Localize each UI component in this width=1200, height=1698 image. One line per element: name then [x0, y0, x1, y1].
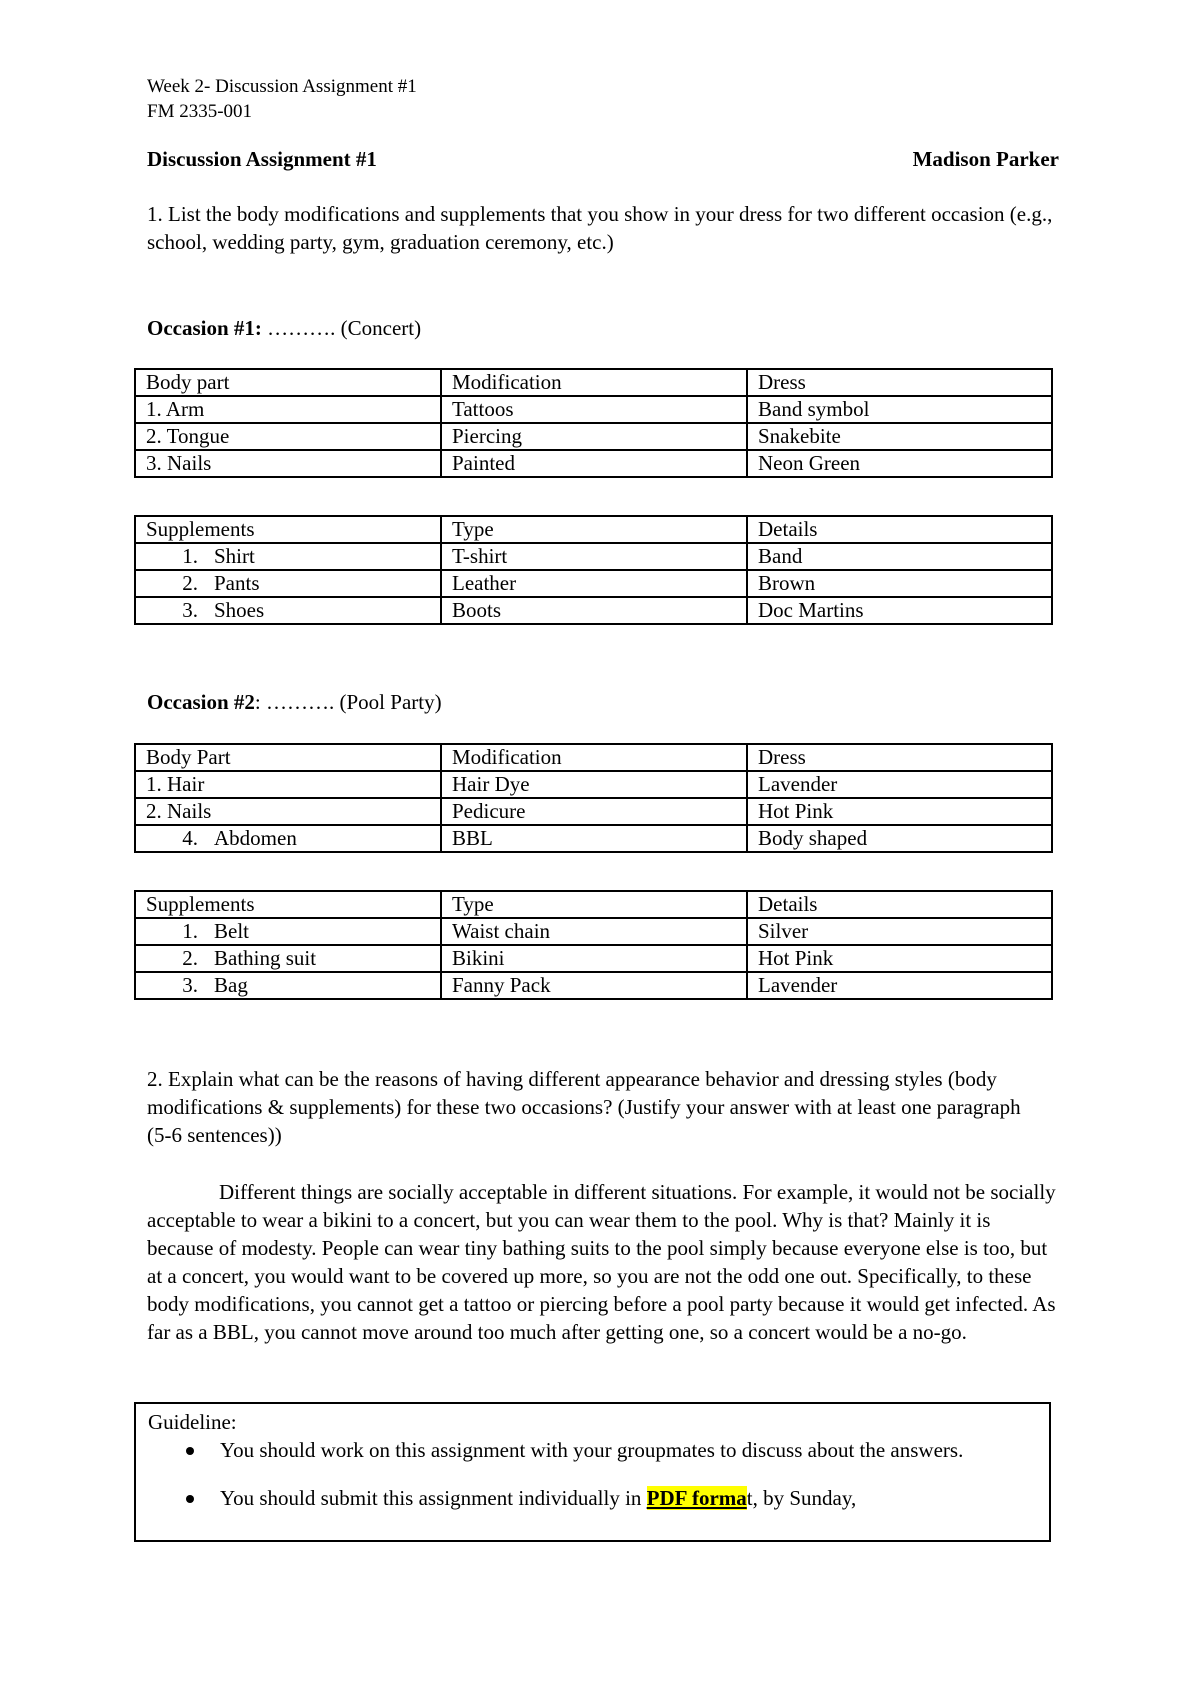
- table-header-cell: Details: [747, 891, 1052, 918]
- occasion-1-value: ………. (Concert): [261, 316, 422, 340]
- table-header-cell: Dress: [747, 744, 1052, 771]
- table-row: [135, 597, 1052, 624]
- table-cell: BBL: [441, 825, 747, 852]
- guideline-list: [148, 1436, 1037, 1512]
- occasion-2-supplements-table: [134, 890, 1053, 1000]
- table-header-cell: Type: [441, 516, 747, 543]
- table-header-cell: Supplements: [135, 516, 441, 543]
- table-header-row: [135, 891, 1052, 918]
- table-cell: [135, 597, 441, 624]
- list-number: 1.: [182, 544, 198, 568]
- list-number: 4.: [182, 826, 198, 850]
- guideline-item-text-end: t, by Sunday,: [746, 1486, 857, 1510]
- table-cell: Hair Dye: [441, 771, 747, 798]
- table-cell: Tattoos: [441, 396, 747, 423]
- table-cell: Snakebite: [747, 423, 1052, 450]
- document-title-row: [147, 147, 1059, 172]
- table-cell: Band symbol: [747, 396, 1052, 423]
- document-title: Discussion Assignment #1: [147, 147, 377, 171]
- table-cell: T-shirt: [441, 543, 747, 570]
- list-number: 2.: [182, 946, 198, 970]
- table-header-cell: Details: [747, 516, 1052, 543]
- answer-paragraph: Different things are socially acceptable in different situations. For example, it would not be socially acceptable to wear a bikini to a concert, but you can wear them to the pool. Why is that? Mainly it is because of modesty. People can wear tiny bathing suits to the pool simply because everyone else is too, but at a concert, you would want to be covered up more, so you are not the odd one out. Specifically, to these body modifications, you cannot get a tattoo or piercing before a pool party because it would get infected. As far as a BBL, you cannot move around too much after getting one, so a concert would be a no-go.: [147, 1180, 1056, 1344]
- list-number: 3.: [182, 598, 198, 622]
- item-name: Bathing suit: [214, 946, 317, 970]
- table-row: [135, 918, 1052, 945]
- table-cell: [135, 945, 441, 972]
- table-header-row: [135, 369, 1052, 396]
- occasion-2-heading: [147, 690, 442, 715]
- table-row: [135, 570, 1052, 597]
- guideline-item-text: You should submit this assignment individually in: [220, 1486, 647, 1510]
- item-name: Pants: [214, 571, 260, 595]
- table-cell: Piercing: [441, 423, 747, 450]
- table-header-cell: Dress: [747, 369, 1052, 396]
- occasion-2-label: Occasion #2: [147, 690, 255, 714]
- occasion-2-value: : ………. (Pool Party): [254, 690, 442, 714]
- header-course-line: Week 2- Discussion Assignment #1: [147, 76, 417, 97]
- table-cell: Lavender: [747, 972, 1052, 999]
- item-name: Shoes: [214, 598, 265, 622]
- item-name: Abdomen: [214, 826, 297, 850]
- table-cell: Boots: [441, 597, 747, 624]
- table-header-cell: Modification: [441, 369, 747, 396]
- table-cell: Hot Pink: [747, 945, 1052, 972]
- table-cell: Lavender: [747, 771, 1052, 798]
- table-header-cell: Body part: [135, 369, 441, 396]
- table-cell: Painted: [441, 450, 747, 477]
- table-cell: Fanny Pack: [441, 972, 747, 999]
- table-row: [135, 972, 1052, 999]
- table-row: [135, 423, 1052, 450]
- table-header-cell: Body Part: [135, 744, 441, 771]
- table-cell: Leather: [441, 570, 747, 597]
- table-header-row: [135, 744, 1052, 771]
- table-row: [135, 945, 1052, 972]
- table-cell: 3. Nails: [135, 450, 441, 477]
- table-cell: 2. Tongue: [135, 423, 441, 450]
- table-cell: 2. Nails: [135, 798, 441, 825]
- table-header-cell: Type: [441, 891, 747, 918]
- table-row: [135, 825, 1052, 852]
- pdf-format-highlight: PDF forma: [646, 1486, 747, 1510]
- table-cell: Neon Green: [747, 450, 1052, 477]
- table-row: [135, 450, 1052, 477]
- bullet-icon: [186, 1495, 194, 1503]
- table-header-cell: Supplements: [135, 891, 441, 918]
- table-cell: 1. Hair: [135, 771, 441, 798]
- item-name: Shirt: [214, 544, 255, 568]
- table-cell: [135, 972, 441, 999]
- table-cell: [135, 825, 441, 852]
- guideline-item-text: You should work on this assignment with your groupmates to discuss about the answers.: [220, 1438, 964, 1462]
- occasion-1-modifications-table: [134, 368, 1053, 478]
- table-cell: Bikini: [441, 945, 747, 972]
- table-row: [135, 771, 1052, 798]
- list-number: 2.: [182, 571, 198, 595]
- table-header-cell: Modification: [441, 744, 747, 771]
- table-header-row: [135, 516, 1052, 543]
- occasion-1-supplements-table: [134, 515, 1053, 625]
- table-row: [135, 798, 1052, 825]
- question-2: 2. Explain what can be the reasons of having different appearance behavior and dressing styles (body modifications & supplements) for these two occasions? (Justify your answer with at least one paragraph (5-6 sentences)): [147, 1067, 1021, 1147]
- guideline-item: [148, 1484, 1037, 1512]
- occasion-2-modifications-table: [134, 743, 1053, 853]
- table-cell: Band: [747, 543, 1052, 570]
- table-cell: [135, 918, 441, 945]
- item-name: Belt: [214, 919, 249, 943]
- table-row: [135, 396, 1052, 423]
- occasion-1-heading: [147, 316, 421, 341]
- occasion-1-label: Occasion #1:: [147, 316, 262, 340]
- author-name: Madison Parker: [912, 147, 1059, 171]
- question-1: 1. List the body modifications and supplements that you show in your dress for two different occasion (e.g., school, wedding party, gym, graduation ceremony, etc.): [147, 202, 1053, 254]
- table-cell: [135, 570, 441, 597]
- table-cell: Hot Pink: [747, 798, 1052, 825]
- table-cell: Brown: [747, 570, 1052, 597]
- table-cell: Doc Martins: [747, 597, 1052, 624]
- list-number: 1.: [182, 919, 198, 943]
- table-row: [135, 543, 1052, 570]
- table-cell: 1. Arm: [135, 396, 441, 423]
- table-cell: Body shaped: [747, 825, 1052, 852]
- table-cell: Waist chain: [441, 918, 747, 945]
- list-number: 3.: [182, 973, 198, 997]
- header-section-line: FM 2335-001: [147, 101, 253, 122]
- table-cell: Pedicure: [441, 798, 747, 825]
- guideline-box: [134, 1402, 1051, 1542]
- table-cell: Silver: [747, 918, 1052, 945]
- guideline-title: Guideline:: [148, 1410, 237, 1434]
- item-name: Bag: [214, 973, 248, 997]
- table-cell: [135, 543, 441, 570]
- guideline-item: [148, 1436, 1037, 1464]
- bullet-icon: [186, 1447, 194, 1455]
